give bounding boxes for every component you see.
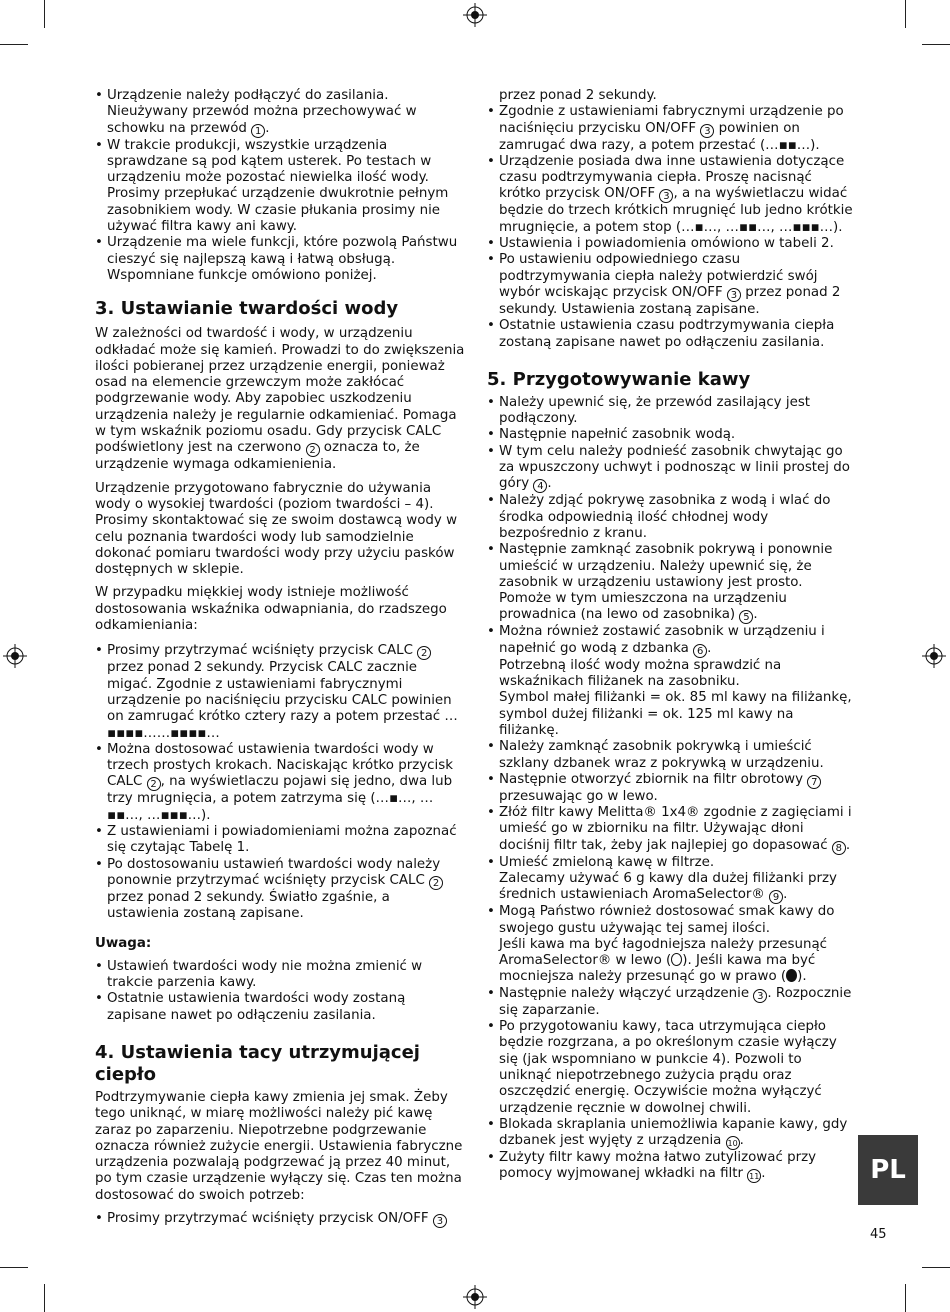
ref-number-icon: 3 xyxy=(727,288,741,302)
section-5-heading: 5. Przygotowywanie kawy xyxy=(487,368,751,390)
crop-mark xyxy=(922,1267,950,1268)
list-item: • Ostatnie ustawienia twardości wody zostaną zapisane nawet po odłączeniu zasilania. xyxy=(95,991,465,1024)
list-item: • Następnie zamknąć zasobnik pokrywą i ponownie umieścić w urządzeniu. Należy upewnić się, że zasobnik w urządzeniu ustawiony jest prosto. Pomoże w tym umieszczona na urządzeniu prowadnica (na lewo od zasobnika) 5 . xyxy=(487,542,855,624)
ref-number-icon: 3 xyxy=(433,1214,447,1228)
crop-mark xyxy=(905,0,906,28)
list-item: • Blokada skraplania uniemożliwia kapanie kawy, gdy dzbanek jest wyjęty z urządzenia 10 . xyxy=(487,1117,855,1150)
strong-bean-icon xyxy=(786,969,797,982)
registration-mark-icon xyxy=(463,3,487,27)
list-item: • Z ustawieniami i powiadomieniami można zapoznać się czytając Tabelę 1. xyxy=(95,824,465,857)
page-number: 45 xyxy=(870,1227,887,1242)
list-item: • Zużyty filtr kawy można łatwo zutylizować przy pomocy wyjmowanej wkładki na filtr 11 . xyxy=(487,1150,855,1183)
warming-continued-list xyxy=(487,104,855,351)
crop-mark xyxy=(0,1267,28,1268)
ref-number-icon: 9 xyxy=(769,890,783,904)
list-item: • Można również zostawić zasobnik w urządzeniu i napełnić go wodą z dzbanka 6 . Potrzebną ilość wody można sprawdzić na wskaźnikach filiżanek na zasobniku. Symbol małej filiżanki = ok. 85 ml kawy na filiżankę, symbol dużej filiżanki = ok. 125 ml kawy na filiżankę. xyxy=(487,624,855,739)
paragraph: przez ponad 2 sekundy. xyxy=(499,88,657,103)
ref-number-icon: 1 xyxy=(251,124,265,138)
ref-number-icon: 3 xyxy=(753,989,767,1003)
left-column xyxy=(95,88,465,1228)
ref-number-icon: 10 xyxy=(726,1136,740,1150)
list-item: • Po przygotowaniu kawy, taca utrzymująca ciepło będzie rozgrzana, a po określonym czasie wyłączy się (jak wspomniano w punkcie 4). Pozwoli to uniknąć niepotrzebnego zużycia prądu oraz oszczędzić energię. Oczywiście można wyłączyć urządzenie ręcznie w dowolnej chwili. xyxy=(487,1019,855,1117)
crop-mark xyxy=(44,0,45,28)
list-item: • Urządzenie ma wiele funkcji, które pozwolą Państwu cieszyć się najlepszą kawą i łatwą obsługą. Wspomniane funkcje omówiono poniżej. xyxy=(95,235,465,284)
list-item: • Prosimy przytrzymać wciśnięty przycisk ON/OFF 3 xyxy=(95,1211,465,1228)
paragraph: Podtrzymywanie ciepła kawy zmienia jej smak. Żeby tego uniknąć, w miarę możliwości należy pić kawę zaraz po zaparzeniu. Niepotrzebne podgrzewanie oznacza również zużycie energii. Ustawienia fabryczne urządzenia pozwalają podgrzewać ją przez 40 minut, po tym czasie urządzenie wyłączy się. Czas ten można dostosować do swoich potrzeb: xyxy=(95,1089,463,1203)
list-item: • Po ustawieniu odpowiedniego czasu podtrzymywania ciepła należy potwierdzić swój wybór wciskając przycisk ON/OFF 3 przez ponad 2 sekundy. Ustawienia zostaną zapisane. xyxy=(487,252,855,318)
coffee-steps-list xyxy=(487,395,855,1184)
list-item: • W tym celu należy podnieść zasobnik chwytając go za wpuszczony uchwyt i podnosząc w linii prostej do góry 4 . xyxy=(487,444,855,494)
registration-mark-icon xyxy=(463,1285,487,1309)
crop-mark xyxy=(0,44,28,45)
calc-steps-list xyxy=(95,643,465,922)
list-item: • W trakcie produkcji, wszystkie urządzenia sprawdzane są pod kątem usterek. Po testach w urządzeniu może pozostać niewielka ilość wody. Prosimy przepłukać urządzenie dwukrotnie pełnym zasobnikiem wody. W czasie płukania prosimy nie używać filtra kawy ani kawy. xyxy=(95,138,465,236)
list-item: • Ustawień twardości wody nie można zmienić w trakcie parzenia kawy. xyxy=(95,959,465,992)
list-item: • Umieść zmieloną kawę w filtrze. Zalecamy używać 6 g kawy dla dużej filiżanki przy średnich ustawieniach AromaSelector® 9 . xyxy=(487,855,855,905)
note-list xyxy=(95,959,465,1024)
ref-number-icon: 4 xyxy=(533,479,547,493)
list-item: • Ustawienia i powiadomienia omówiono w tabeli 2. xyxy=(487,236,855,252)
section-4-heading: 4. Ustawienia tacy utrzymującej ciepło xyxy=(95,1041,420,1085)
mild-bean-icon xyxy=(671,953,682,966)
ref-number-icon: 2 xyxy=(306,443,320,457)
ref-number-icon: 3 xyxy=(700,124,714,138)
list-item: • Następnie napełnić zasobnik wodą. xyxy=(487,427,855,443)
paragraph: Urządzenie przygotowano fabrycznie do używania wody o wysokiej twardości (poziom twardości – 4). Prosimy skontaktować się ze swoim dostawcą wody w celu poznania twardości wody lub samodzielnie dokonać pomiaru twardości wody przy użyciu pasków dostępnych w sklepie. xyxy=(95,480,458,578)
list-item: • Złóż filtr kawy Melitta® 1x4® zgodnie z zagięciami i umieść go w zbiorniku na filtr. Używając dłoni dociśnij filtr tak, żeby jak najlepiej go dopasować 8 . xyxy=(487,805,855,855)
list-item: • Należy zdjąć pokrywę zasobnika z wodą i wlać do środka odpowiednią ilość chłodnej wody bezpośrednio z kranu. xyxy=(487,493,855,542)
list-item: • Urządzenie należy podłączyć do zasilania. Nieużywany przewód można przechowywać w schowku na przewód 1 . xyxy=(95,88,465,138)
section-3-heading: 3. Ustawianie twardości wody xyxy=(95,298,399,320)
crop-mark xyxy=(905,1284,906,1312)
list-item: • Mogą Państwo również dostosować smak kawy do swojego gustu używając tej samej ilości. Jeśli kawa ma być łagodniejsza należy przesunąć AromaSelector® w lewo ( ). Jeśli kawa ma być mocniejsza należy przesunąć go w prawo ( ). xyxy=(487,904,855,985)
paragraph: W zależności od twardość i wody, w urządzeniu odkładać może się kamień. Prowadzi to do zwiększenia ilości pobieranej przez urządzenie energii, ponieważ osad na elemencie grzewczym może zakłócać podgrzewanie wody. Aby zapobiec uszkodzeniu urządzenia należy je regularnie odkamieniać. Pomaga w tym wskaźnik poziomu osadu. Gdy przycisk CALC podświetlony jest na czerwono 2 oznacza to, że urządzenie wymaga odkamienienia. xyxy=(95,326,465,473)
intro-list xyxy=(95,88,465,284)
list-item: • Następnie należy włączyć urządzenie 3 . Rozpocznie się zaparzanie. xyxy=(487,986,855,1019)
list-item: • Po dostosowaniu ustawień twardości wody należy ponownie przytrzymać wciśnięty przycisk CALC 2 przez ponad 2 sekundy. Światło zgaśnie, a ustawienia zostaną zapisane. xyxy=(95,857,465,923)
ref-number-icon: 11 xyxy=(747,1169,761,1183)
ref-number-icon: 2 xyxy=(429,876,443,890)
registration-mark-icon xyxy=(922,644,946,668)
paragraph: W przypadku miękkiej wody istnieje możliwość dostosowania wskaźnika odwapniania, do rzadszego odkamieniania: xyxy=(95,585,447,634)
ref-number-icon: 7 xyxy=(807,775,821,789)
ref-number-icon: 6 xyxy=(693,644,707,658)
ref-number-icon: 3 xyxy=(659,189,673,203)
warming-steps-list xyxy=(95,1211,465,1228)
list-item: • Należy zamknąć zasobnik pokrywką i umieścić szklany dzbanek wraz z pokrywką w urządzeniu. xyxy=(487,739,855,772)
ref-number-icon: 2 xyxy=(147,777,161,791)
note-heading: Uwaga: xyxy=(95,936,152,952)
list-item: • Prosimy przytrzymać wciśnięty przycisk CALC 2 przez ponad 2 sekundy. Przycisk CALC zacznie migać. Zgodnie z ustawieniami fabrycznymi urządzenie po naciśnięciu przycisku CALC powinien on zamrugać krótko cztery razy a potem przestać …▪▪▪▪……▪▪▪▪… xyxy=(95,643,465,741)
list-item: • Należy upewnić się, że przewód zasilający jest podłączony. xyxy=(487,395,855,428)
ref-number-icon: 2 xyxy=(417,646,431,660)
list-item: • Zgodnie z ustawieniami fabrycznymi urządzenie po naciśnięciu przycisku ON/OFF 3 powinien on zamrugać dwa razy, a potem przestać (…▪▪…). xyxy=(487,104,855,154)
crop-mark xyxy=(922,44,950,45)
list-item: • Ostatnie ustawienia czasu podtrzymywania ciepła zostaną zapisane nawet po odłączeniu zasilania. xyxy=(487,318,855,351)
list-item: • Urządzenie posiada dwa inne ustawienia dotyczące czasu podtrzymywania ciepła. Proszę nacisnąć krótko przycisk ON/OFF 3 , a na wyświetlaczu widać będzie do trzech krótkich mrugnięć lub jedno krótkie mrugnięcie, a potem stop (…▪…, …▪▪…, …▪▪▪…). xyxy=(487,154,855,236)
registration-mark-icon xyxy=(3,644,27,668)
list-item: • Można dostosować ustawienia twardości wody w trzech prostych krokach. Naciskając krótko przycisk CALC 2 , na wyświetlaczu pojawi się jedno, dwa lub trzy mrugnięcia, a potem zatrzyma się (…▪…, …▪▪…, …▪▪▪…). xyxy=(95,742,465,824)
ref-number-icon: 8 xyxy=(832,841,846,855)
language-tab: PL xyxy=(858,1135,918,1205)
right-column xyxy=(487,88,855,1183)
list-item: • Następnie otworzyć zbiornik na filtr obrotowy 7 przesuwając go w lewo. xyxy=(487,772,855,805)
crop-mark xyxy=(44,1284,45,1312)
ref-number-icon: 5 xyxy=(739,610,753,624)
